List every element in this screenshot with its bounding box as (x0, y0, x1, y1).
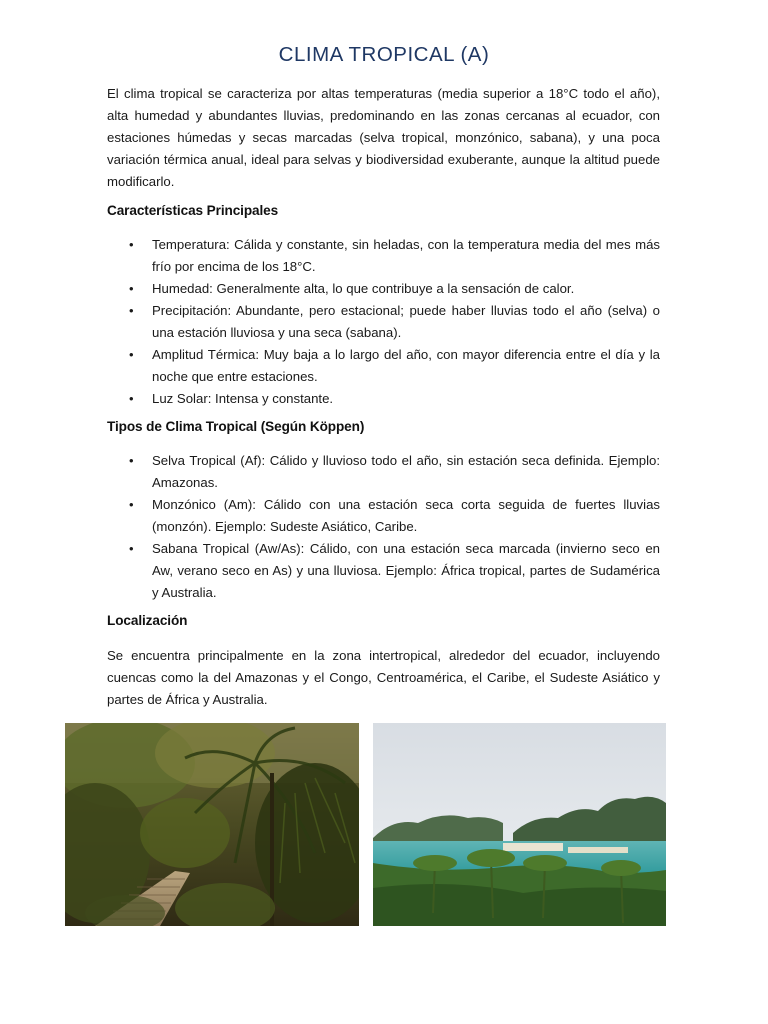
tipos-list (107, 450, 660, 604)
list-item: • Precipitación: Abundante, pero estacional; puede haber lluvias todo el año (selva) o una estación lluviosa y una seca (sabana). (107, 300, 660, 344)
intro-paragraph: El clima tropical se caracteriza por altas temperaturas (media superior a 18°C todo el año), alta humedad y abundantes lluvias, predominando en las zonas cercanas al ecuador, con estaciones húmedas y secas marcadas (selva tropical, monzónico, sabana), y una poca variación térmica anual, ideal para selvas y biodiversidad exuberante, aunque la altitud puede modificarlo. (107, 86, 660, 189)
list-item: • Temperatura: Cálida y constante, sin heladas, con la temperatura media del mes más frío por encima de los 18°C. (107, 234, 660, 278)
list-item: • Amplitud Térmica: Muy baja a lo largo del año, con mayor diferencia entre el día y la noche que entre estaciones. (107, 344, 660, 388)
list-item: • Luz Solar: Intensa y constante. (107, 388, 660, 410)
bullet-icon: • (129, 303, 134, 318)
caracteristicas-list (107, 234, 660, 410)
list-item: • Sabana Tropical (Aw/As): Cálido, con una estación seca marcada (invierno seco en Aw, verano seco en As) y una lluviosa. Ejemplo: África tropical, partes de Sudamérica y Australia. (107, 538, 660, 604)
section-heading-localizacion: Localización (107, 613, 188, 628)
section-heading-tipos: Tipos de Clima Tropical (Según Köppen) (107, 419, 365, 434)
section-heading-caracteristicas: Características Principales (107, 203, 279, 218)
bullet-icon: • (129, 391, 134, 406)
bullet-icon: • (129, 541, 134, 556)
jungle-boardwalk-photo (65, 723, 359, 926)
bullet-icon: • (129, 347, 134, 362)
bullet-icon: • (129, 237, 134, 252)
bullet-icon: • (129, 497, 134, 512)
bullet-icon: • (129, 453, 134, 468)
localizacion-paragraph: Se encuentra principalmente en la zona intertropical, alrededor del ecuador, incluyendo cuencas como la del Amazonas y el Congo, Centroamérica, el Caribe, el Sudeste Asiático y partes de África y Australia. (107, 648, 660, 707)
list-item: • Monzónico (Am): Cálido con una estación seca corta seguida de fuertes lluvias (monzón). Ejemplo: Sudeste Asiático, Caribe. (107, 494, 660, 538)
list-item: • Humedad: Generalmente alta, lo que contribuye a la sensación de calor. (107, 278, 660, 300)
list-item: • Selva Tropical (Af): Cálido y lluvioso todo el año, sin estación seca definida. Ejemplo: Amazonas. (107, 450, 660, 494)
bullet-icon: • (129, 281, 134, 296)
tropical-bay-photo (373, 723, 666, 926)
page-title: CLIMA TROPICAL (A) (278, 43, 490, 66)
